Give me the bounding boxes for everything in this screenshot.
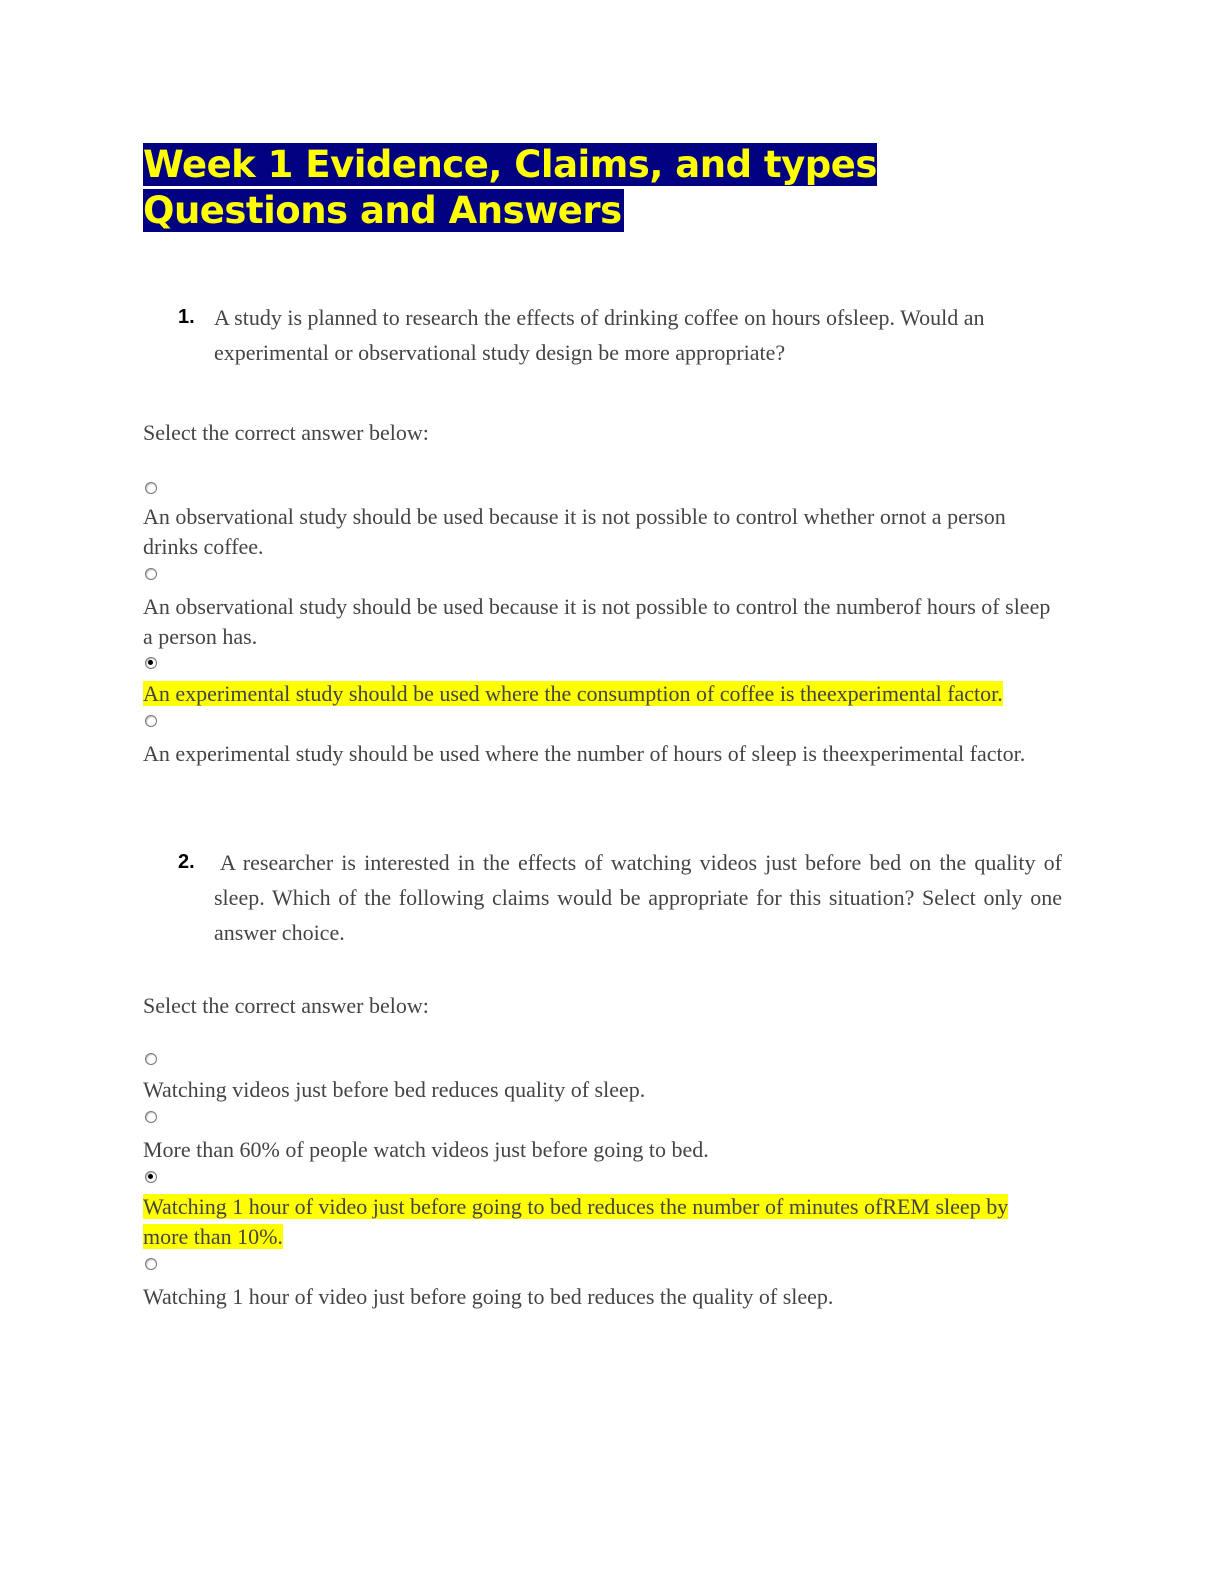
question-1-option-2-radio[interactable] [145,568,157,580]
question-2-option-3-radio[interactable] [145,1171,157,1183]
question-1-option-4-radio[interactable] [145,715,157,727]
question-2-option-4-label[interactable]: Watching 1 hour of video just before going to bed reduces the quality of sleep. [143,1284,834,1309]
question-1-text: A study is planned to research the effects of drinking coffee on hours ofsleep. Would an experimental or observational study design be more appropriate? [214,305,985,365]
question-2-option-3-highlight: Watching 1 hour of video just before going to bed reduces the number of minutes ofREM sleep by more than 10%. [143,1194,1009,1249]
question-1-option-2-label[interactable]: An observational study should be used because it is not possible to control the numberof hours of sleep a person has. [143,594,1051,649]
question-2-text: A researcher is interested in the effects of watching videos just before bed on the quality of sleep. Which of the following claims would be appropriate for this situation? Select only one answer choice. [214,850,1062,945]
question-2-option-1-radio[interactable] [145,1053,157,1065]
question-2-option-4-radio[interactable] [145,1258,157,1270]
question-1-option-4-label[interactable]: An experimental study should be used where the number of hours of sleep is theexperimental factor. [143,741,1026,766]
question-1-option-1-radio[interactable] [145,482,157,494]
page-title-text: Week 1 Evidence, Claims, and types Questions and Answers [143,143,877,232]
page-title [143,142,1043,234]
question-1-option-3-label[interactable] [143,679,1083,709]
question-2-option-2-label[interactable]: More than 60% of people watch videos just before going to bed. [143,1137,709,1162]
question-1-option-3-radio[interactable] [145,657,157,669]
question-2-option-2-radio[interactable] [145,1111,157,1123]
question-1-prompt: Select the correct answer below: [143,420,429,445]
question-1-option-3-highlight: An experimental study should be used where the consumption of coffee is theexperimental factor. [143,681,1003,706]
question-2-option-3-label[interactable] [143,1192,1013,1252]
question-2-prompt: Select the correct answer below: [143,993,429,1018]
question-2-number: 2. [178,851,195,873]
question-1-option-1-label[interactable]: An observational study should be used because it is not possible to control whether ornot a person drinks coffee. [143,504,1006,559]
question-1-number: 1. [178,306,195,328]
question-2-option-1-label[interactable]: Watching videos just before bed reduces quality of sleep. [143,1077,646,1102]
